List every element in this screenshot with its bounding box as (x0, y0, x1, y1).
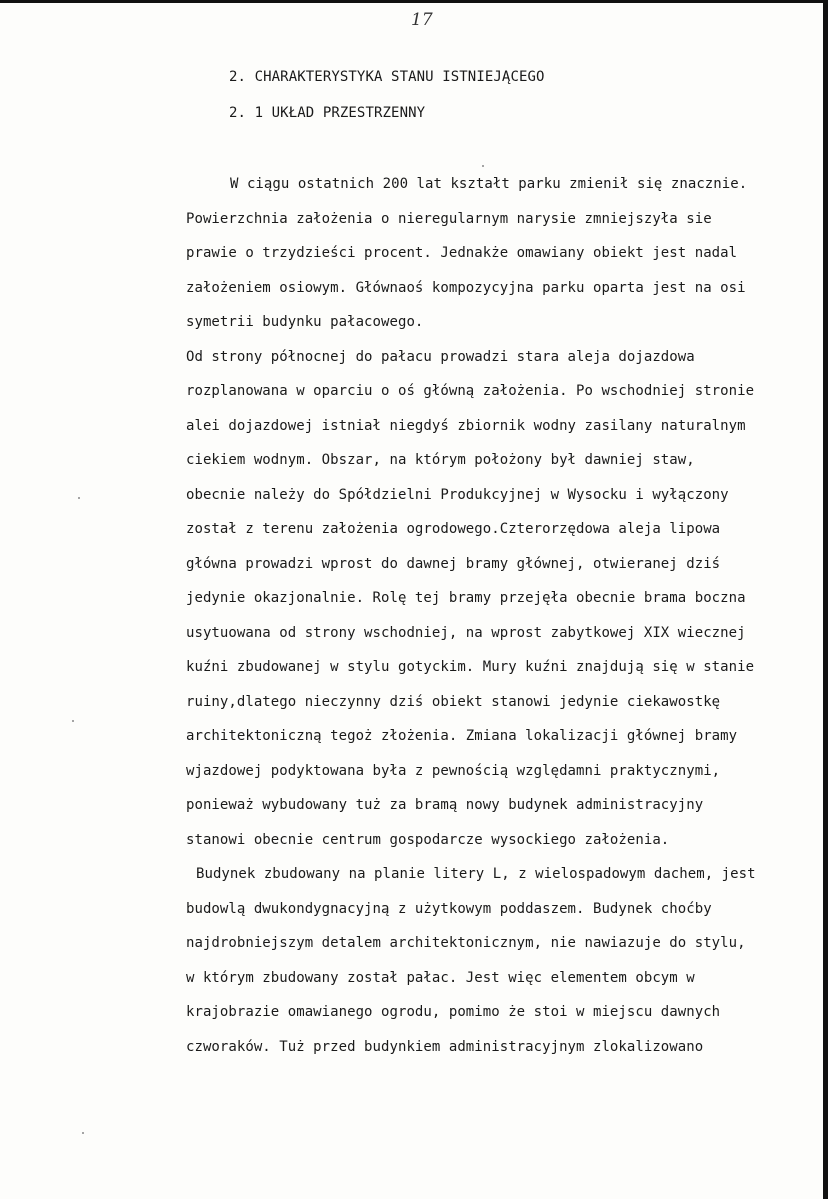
text-line: W ciągu ostatnich 200 lat kształt parku zmienił się znacznie. (230, 176, 748, 192)
text-line: ciekiem wodnym. Obszar, na którym położony był dawniej staw, (186, 452, 695, 468)
scan-speck (78, 497, 80, 499)
text-line: kuźni zbudowanej w stylu gotyckim. Mury kuźni znajdują się w stanie (186, 659, 755, 675)
text-line: wjazdowej podyktowana była z pewnością względamni praktycznymi, (186, 762, 721, 779)
text-line: stanowi obecnie centrum gospodarcze wysockiego założenia. (186, 831, 670, 848)
text-line: założeniem osiowym. Głównaoś kompozycyjna parku oparta jest na osi (186, 279, 746, 296)
text-line: najdrobniejszym detalem architektonicznym, nie nawiazuje do stylu, (186, 935, 746, 951)
text-line: ruiny,dlatego nieczynny dziś obiekt stanowi jedynie ciekawostkę (186, 693, 721, 710)
text-line: architektoniczną tegoż złożenia. Zmiana lokalizacji głównej bramy (186, 728, 738, 744)
scan-speck (482, 165, 484, 167)
subsection-heading: 2. 1 UKŁAD PRZESTRZENNY (229, 105, 426, 121)
page-number: 17 (411, 10, 433, 30)
section-heading: 2. CHARAKTERYSTYKA STANU ISTNIEJĄCEGO (229, 69, 545, 85)
text-line: krajobrazie omawianego ogrodu, pomimo że stoi w miejscu dawnych (186, 1004, 721, 1020)
text-line: czworaków. Tuż przed budynkiem administracyjnym zlokalizowano (186, 1038, 704, 1055)
text-line: rozplanowana w oparciu o oś główną założenia. Po wschodniej stronie (186, 383, 755, 399)
text-line: Budynek zbudowany na planie litery L, z wielospadowym dachem, jest (196, 866, 756, 882)
text-line: prawie o trzydzieści procent. Jednakże omawiany obiekt jest nadal (186, 245, 738, 261)
text-line: jedynie okazjonalnie. Rolę tej bramy przejęła obecnie brama boczna (186, 590, 746, 606)
text-line: obecnie należy do Spółdzielni Produkcyjnej w Wysocku i wyłączony (186, 486, 729, 503)
text-line: w którym zbudowany został pałac. Jest więc elementem obcym w (186, 969, 695, 986)
scan-top-edge (0, 0, 828, 3)
text-line: ponieważ wybudowany tuż za bramą nowy budynek administracyjny (186, 797, 704, 813)
text-line: usytuowana od strony wschodniej, na wprost zabytkowej XIX wiecznej (186, 624, 746, 641)
text-line: symetrii budynku pałacowego. (186, 314, 424, 330)
scan-speck (72, 720, 74, 722)
text-line: został z terenu założenia ogrodowego.Czterorzędowa aleja lipowa (186, 521, 721, 537)
scan-speck (82, 1132, 84, 1134)
text-line: Od strony północnej do pałacu prowadzi stara aleja dojazdowa (186, 348, 695, 365)
scan-right-edge (823, 0, 828, 1199)
text-line: główna prowadzi wprost do dawnej bramy głównej, otwieranej dziś (186, 555, 721, 572)
text-line: Powierzchnia założenia o nieregularnym narysie zmniejszyła sie (186, 210, 712, 227)
text-line: budowlą dwukondygnacyjną z użytkowym poddaszem. Budynek choćby (186, 900, 712, 917)
body-text (186, 171, 766, 1068)
text-line: alei dojazdowej istniał niegdyś zbiornik wodny zasilany naturalnym (186, 417, 746, 434)
